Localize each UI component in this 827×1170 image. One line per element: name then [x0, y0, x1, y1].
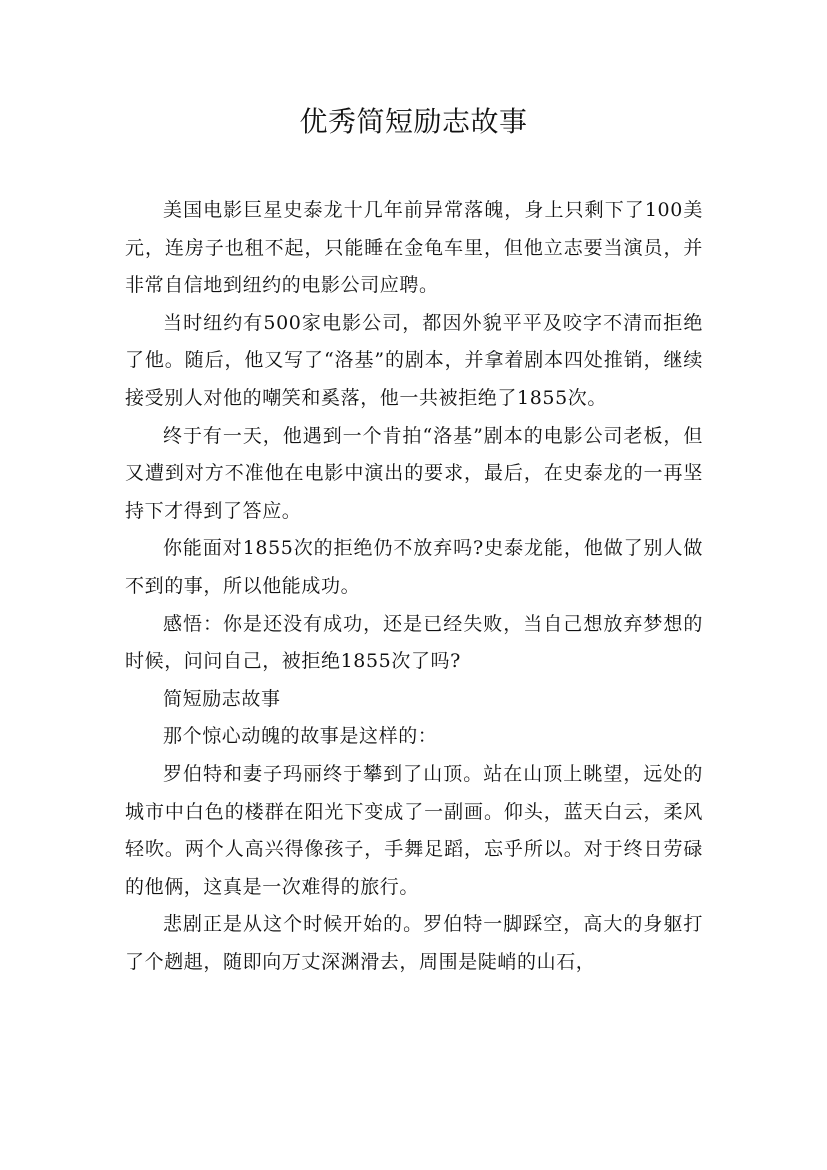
- paragraph-5: 感悟：你是还没有成功，还是已经失败，当自己想放弃梦想的时候，问问自己，被拒绝1855次了吗?: [125, 612, 703, 673]
- section-heading: 简短励志故事: [163, 687, 281, 710]
- document-title: 优秀简短励志故事: [299, 105, 528, 138]
- paragraph-6: 那个惊心动魄的故事是这样的：: [163, 725, 438, 748]
- document-body: [125, 192, 703, 981]
- paragraph-4: 你能面对1855次的拒绝仍不放弃吗?史泰龙能，他做了别人做不到的事，所以他能成功。: [125, 537, 703, 597]
- paragraph-2: 当时纽约有500家电影公司，都因外貌平平及咬字不清而拒绝了他。随后，他又写了“洛基”的剧本，并拿着剧本四处推销，继续接受别人对他的嘲笑和奚落，他一共被拒绝了1855次。: [125, 311, 703, 409]
- paragraph-3: 终于有一天，他遇到一个肯拍“洛基”剧本的电影公司老板，但又遭到对方不准他在电影中演出的要求，最后，在史泰龙的一再坚持下才得到了答应。: [125, 424, 703, 522]
- paragraph-8: 悲剧正是从这个时候开始的。罗伯特一脚踩空，高大的身躯打了个趔趄，随即向万丈深渊滑去，周围是陡峭的山石，: [125, 913, 703, 973]
- paragraph-7: 罗伯特和妻子玛丽终于攀到了山顶。站在山顶上眺望，远处的城市中白色的楼群在阳光下变成了一副画。仰头，蓝天白云，柔风轻吹。两个人高兴得像孩子，手舞足蹈，忘乎所以。对于终日劳碌的他俩，这真是一次难得的旅行。: [125, 762, 703, 898]
- paragraph-1: 美国电影巨星史泰龙十几年前异常落魄，身上只剩下了100美元，连房子也租不起，只能睡在金龟车里，但他立志要当演员，并非常自信地到纽约的电影公司应聘。: [125, 199, 703, 297]
